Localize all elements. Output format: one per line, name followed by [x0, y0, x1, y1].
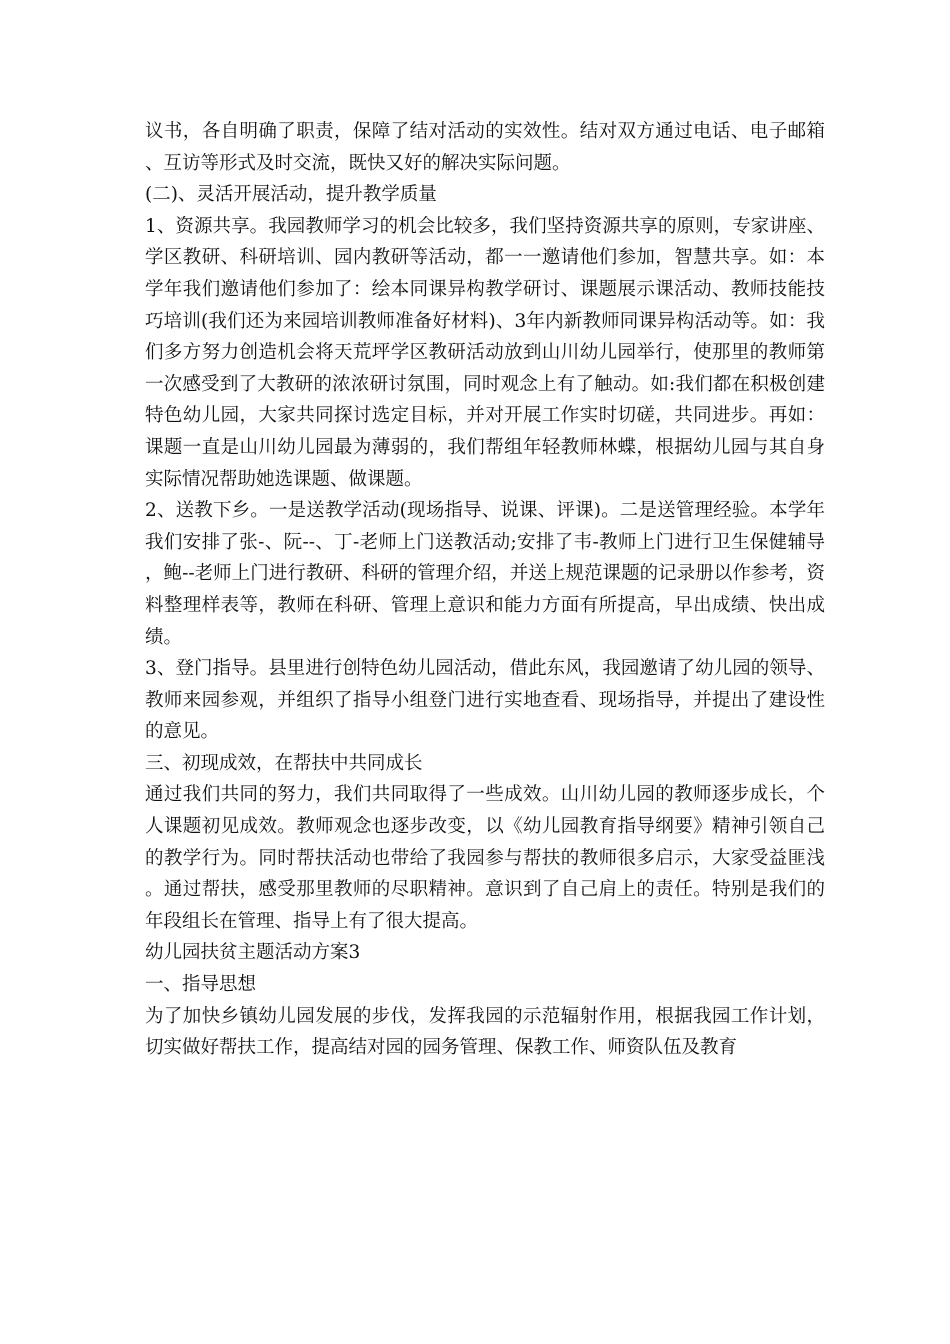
paragraph-teaching-visits: 2、送教下乡。一是送教学活动(现场指导、说课、评课)。二是送管理经验。本学年我们安排了张-、阮--、丁-老师上门送教活动;安排了韦-教师上门进行卫生保健辅导，鲍--老师上门进行教研、科研的管理介绍，并送上规范课题的记录册以作参考，资料整理样表等，教师在科研、管理上意识和能力方面有所提高，早出成绩、快出成绩。 — [145, 500, 825, 648]
heading-guiding-ideology: 一、指导思想 — [145, 974, 257, 996]
paragraph-results: 通过我们共同的努力，我们共同取得了一些成效。山川幼儿园的教师逐步成长，个人课题初见成效。教师观念也逐步改变，以《幼儿园教育指导纲要》精神引领自己的教学行为。同时帮扶活动也带给了我园参与帮扶的教师很多启示，大家受益匪浅。通过帮扶，感受那里教师的尽职精神。意识到了自己肩上的责任。特别是我们的年段组长在管理、指导上有了很大提高。 — [145, 784, 825, 932]
document-body — [145, 116, 825, 1064]
heading-initial-results: 三、初现成效，在帮扶中共同成长 — [145, 752, 423, 774]
paragraph-resource-sharing: 1、资源共享。我园教师学习的机会比较多，我们坚持资源共享的原则，专家讲座、学区教研、科研培训、园内教研等活动，都一一邀请他们参加，智慧共享。如：本学年我们邀请他们参加了：绘本同课异构教学研讨、课题展示课活动、教师技能技巧培训(我们还为来园培训教师准备好材料)、3年内新教师同课异构活动等。如：我们多方努力创造机会将天荒坪学区教研活动放到山川幼儿园举行，使那里的教师第一次感受到了大教研的浓浓研讨氛围，同时观念上有了触动。如:我们都在积极创建特色幼儿园，大家共同探讨选定目标，并对开展工作实时切磋，共同进步。再如：课题一直是山川幼儿园最为薄弱的，我们帮组年轻教师林蝶，根据幼儿园与其自身实际情况帮助她选课题、做课题。 — [145, 215, 825, 490]
heading-plan-3: 幼儿园扶贫主题活动方案3 — [145, 942, 361, 964]
heading-flexible-activities: (二)、灵活开展活动，提升教学质量 — [145, 184, 437, 206]
paragraph-guiding-ideology: 为了加快乡镇幼儿园发展的步伐，发挥我园的示范辐射作用，根据我园工作计划，切实做好帮扶工作，提高结对园的园务管理、保教工作、师资队伍及教育 — [145, 1005, 825, 1059]
paragraph-partnership-agreement: 议书，各自明确了职责，保障了结对活动的实效性。结对双方通过电话、电子邮箱、互访等形式及时交流，既快又好的解决实际问题。 — [145, 121, 825, 174]
paragraph-onsite-guidance: 3、登门指导。县里进行创特色幼儿园活动，借此东风，我园邀请了幼儿园的领导、教师来园参观，并组织了指导小组登门进行实地查看、现场指导，并提出了建设性的意见。 — [145, 658, 825, 743]
